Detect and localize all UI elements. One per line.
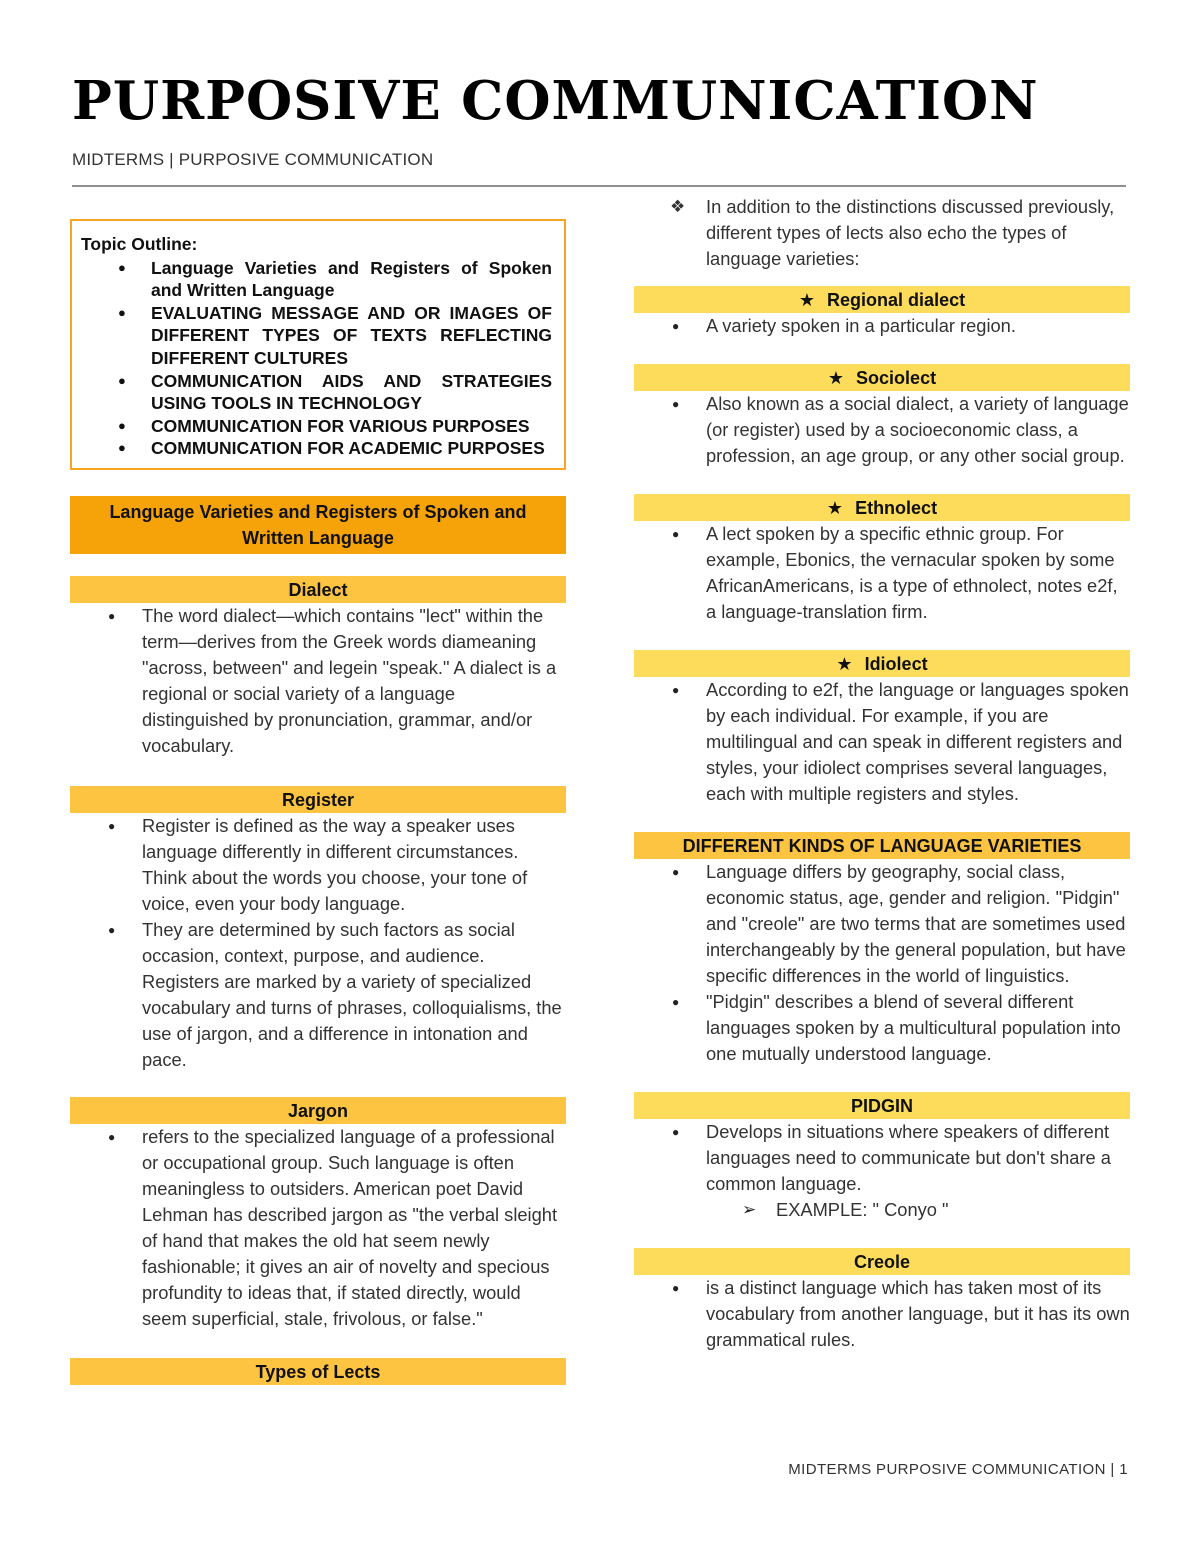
pidgin-list xyxy=(634,1119,1130,1223)
list-item: ● A variety spoken in a particular region. xyxy=(634,313,1130,339)
list-item: ● Register is defined as the way a speaker uses language differently in different circumstances. Think about the words you choose, your tone of voice, even your body language. xyxy=(70,813,566,917)
section-header-pidgin: PIDGIN xyxy=(634,1092,1130,1119)
left-column xyxy=(70,219,566,1385)
kinds-list xyxy=(634,859,1130,1067)
section-header-types-of-lects: Types of Lects xyxy=(70,1358,566,1385)
header-rule xyxy=(72,185,1126,187)
outline-item: ● COMMUNICATION FOR ACADEMIC PURPOSES xyxy=(81,437,552,460)
outline-item: ● EVALUATING MESSAGE AND OR IMAGES OF DIFFERENT TYPES OF TEXTS REFLECTING DIFFERENT CULTURES xyxy=(81,302,552,370)
section-header-kinds-of-varieties: DIFFERENT KINDS OF LANGUAGE VARIETIES xyxy=(634,832,1130,859)
regional-dialect-label: Regional dialect xyxy=(827,290,966,310)
sociolect-label: Sociolect xyxy=(856,368,937,388)
right-column xyxy=(634,194,1130,1353)
section-header-jargon: Jargon xyxy=(70,1097,566,1124)
list-item: ● Also known as a social dialect, a variety of language (or register) used by a socioeconomic class, a profession, an age group, or any other social group. xyxy=(634,391,1130,469)
intro-text: In addition to the distinctions discussed previously, different types of lects also echo the types of language varieties: xyxy=(706,196,1115,269)
creole-list xyxy=(634,1275,1130,1353)
ethnolect-label: Ethnolect xyxy=(855,498,938,518)
section-header-language-varieties: Language Varieties and Registers of Spoken and Written Language xyxy=(70,496,566,554)
section-header-sociolect xyxy=(634,364,1130,391)
star-icon: ★ xyxy=(827,368,845,388)
section-header-idiolect xyxy=(634,650,1130,677)
section-header-register: Register xyxy=(70,786,566,813)
page-footer: MIDTERMS PURPOSIVE COMMUNICATION | 1 xyxy=(788,1461,1128,1478)
list-item: ● A lect spoken by a specific ethnic group. For example, Ebonics, the vernacular spoken by some AfricanAmericans, is a type of ethnolect, notes e2f, a language-translation firm. xyxy=(634,521,1130,625)
section-header-dialect: Dialect xyxy=(70,576,566,603)
section-header-ethnolect xyxy=(634,494,1130,521)
topic-outline-box xyxy=(70,219,566,470)
regional-dialect-list xyxy=(634,313,1130,339)
section-header-creole: Creole xyxy=(634,1248,1130,1275)
star-icon: ★ xyxy=(798,290,816,310)
list-item: ● is a distinct language which has taken most of its vocabulary from another language, but it has its own grammatical rules. xyxy=(634,1275,1130,1353)
star-icon: ★ xyxy=(826,498,844,518)
list-item: ● Language differs by geography, social class, economic status, age, gender and religion. "Pidgin" and "creole" are two terms that are sometimes used interchangeably by the general population, but have specific differences in the world of linguistics. xyxy=(634,859,1130,989)
idiolect-list xyxy=(634,677,1130,807)
jargon-list xyxy=(70,1124,566,1332)
list-item: ● Develops in situations where speakers of different languages need to communicate but don't share a common language. xyxy=(634,1119,1130,1197)
register-list xyxy=(70,813,566,1073)
list-item: ● The word dialect—which contains "lect" within the term—derives from the Greek words diameaning "across, between" and legein "speak." A dialect is a regional or social variety of a language distinguished by pronunciation, grammar, and/or vocabulary. xyxy=(70,603,566,759)
sociolect-list xyxy=(634,391,1130,469)
outline-item: ● Language Varieties and Registers of Spoken and Written Language xyxy=(81,257,552,302)
diamond-bullet-icon: ❖ xyxy=(670,197,686,216)
outline-item: ● COMMUNICATION AIDS AND STRATEGIES USING TOOLS IN TECHNOLOGY xyxy=(81,370,552,415)
document-title: PURPOSIVE COMMUNICATION xyxy=(72,70,1039,132)
list-item: ● According to e2f, the language or languages spoken by each individual. For example, if you are multilingual and can speak in different registers and styles, your idiolect comprises several languages, each with multiple registers and styles. xyxy=(634,677,1130,807)
list-item: ● They are determined by such factors as social occasion, context, purpose, and audience. Registers are marked by a variety of specialized vocabulary and turns of phrases, colloquialisms, the use of jargon, and a difference in intonation and pace. xyxy=(70,917,566,1073)
pidgin-example: ➢ EXAMPLE: " Conyo " xyxy=(634,1197,1130,1223)
list-item: ● "Pidgin" describes a blend of several different languages spoken by a multicultural population into one mutually understood language. xyxy=(634,989,1130,1067)
idiolect-label: Idiolect xyxy=(864,654,928,674)
topic-outline-title: Topic Outline: xyxy=(81,234,198,254)
outline-item: ● COMMUNICATION FOR VARIOUS PURPOSES xyxy=(81,415,552,438)
star-icon: ★ xyxy=(836,654,853,674)
ethnolect-list xyxy=(634,521,1130,625)
section-header-regional-dialect xyxy=(634,286,1130,313)
topic-outline-list xyxy=(81,257,552,460)
list-item: ● refers to the specialized language of a professional or occupational group. Such language is often meaningless to outsiders. American poet David Lehman has described jargon as "the verbal sleight of hand that makes the old hat seem newly fashionable; it gives an air of novelty and specious profundity to ideas that, if stated directly, would seem superficial, stale, frivolous, or false." xyxy=(70,1124,566,1332)
dialect-list xyxy=(70,603,566,759)
intro-paragraph xyxy=(634,194,1130,272)
document-subtitle: MIDTERMS | PURPOSIVE COMMUNICATION xyxy=(72,150,434,169)
